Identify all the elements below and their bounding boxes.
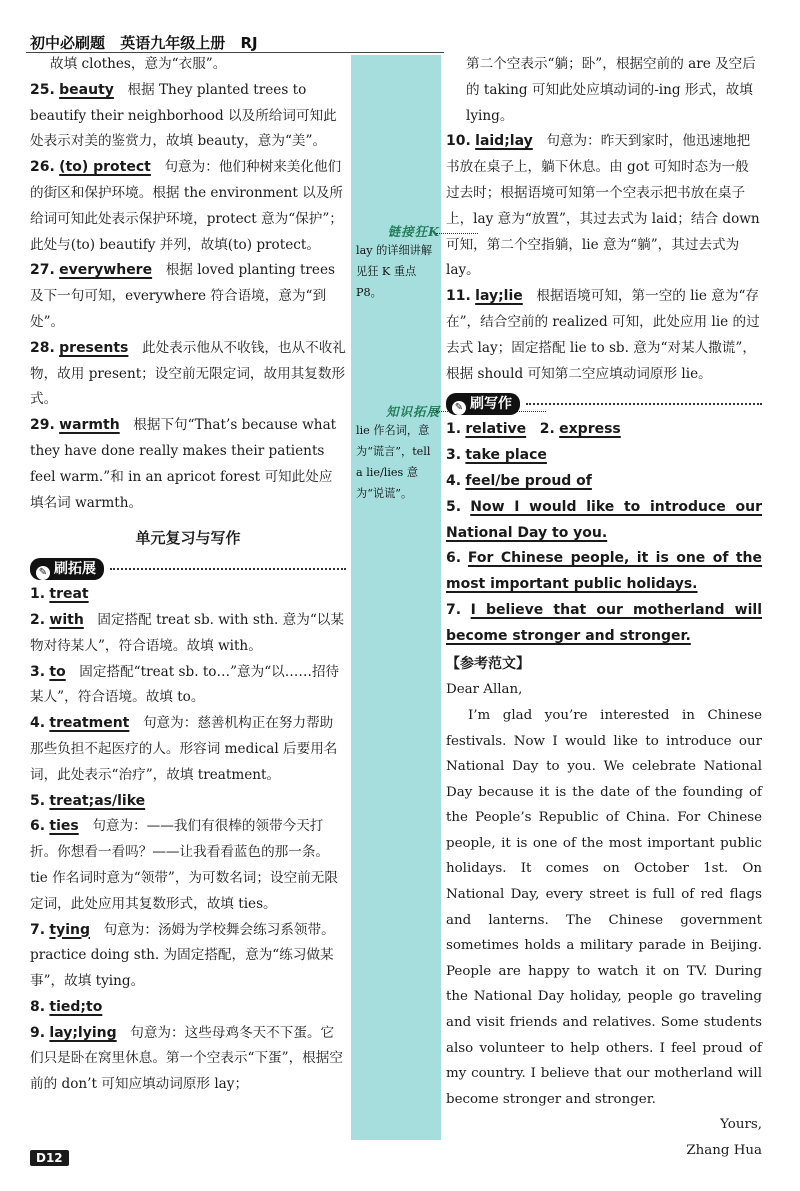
answer-item: [30, 78, 346, 155]
answer-key: with: [49, 611, 84, 628]
left-lead: 故填 clothes，意为“衣服”。: [50, 56, 227, 72]
writing-item: [446, 598, 762, 650]
answer-key: warmth: [59, 417, 120, 434]
explanation: 根据 loved planting trees 及下一句可知，everywhere 符合语境，意为“到处”。: [30, 262, 335, 330]
writing-item: [446, 546, 762, 598]
answer-key: tying: [49, 921, 90, 938]
answer-key: laid;lay: [475, 133, 533, 150]
writing-answer: I believe that our motherland will become stronger and stronger.: [446, 601, 762, 644]
answer-key: treat: [49, 586, 89, 603]
answer-key: (to) protect: [59, 159, 151, 176]
answer-item: [30, 711, 346, 788]
closing: Yours,: [720, 1117, 762, 1133]
link-note: [356, 222, 440, 303]
answer-item: [446, 129, 762, 284]
answer-item: [30, 789, 346, 815]
writing-answer: feel/be proud of: [465, 472, 592, 489]
knowledge-note-title: 知识拓展: [385, 404, 440, 419]
item-number: 6.: [30, 818, 46, 835]
heading-dots: [526, 403, 762, 405]
pen-icon: ✎: [36, 566, 50, 580]
writing-answer: express: [559, 421, 621, 438]
explanation: 固定搭配“treat sb. to…”意为“以……招待某人”，符合语境。故填 to。: [30, 663, 340, 706]
explanation: 句意为：汤姆为学校舞会练习系领带。practice doing sth. 为固定搭配，意为“练习做某事”，故填 tying。: [30, 921, 335, 990]
unit-title: 单元复习与写作: [135, 529, 241, 548]
writing-answer: take place: [465, 447, 547, 464]
item-number: 3.: [30, 663, 46, 680]
item-number: 9.: [30, 1024, 46, 1041]
item-number: 7.: [446, 601, 462, 618]
extension-list: [30, 582, 346, 1098]
answer-key: lay;lying: [49, 1024, 117, 1041]
item-number: 1.: [446, 421, 462, 438]
writing-pill-label: 刷写作: [470, 396, 512, 413]
writing-item: [446, 495, 762, 547]
explanation: 句意为：昨天到家时，他迅速地把书放在桌子上，躺下休息。由 got 可知时态为一般过去时；根据语境可知第一个空表示把书放在桌子上，lay 意为“放置”，其过去式为 laid；结合 down 可知，第二个空指躺，lie 意为“躺”，其过去式为 lay。: [446, 133, 760, 279]
writing-item: [446, 417, 762, 443]
extension-pill: [30, 558, 104, 580]
answer-item: [30, 608, 346, 660]
explanation: 根据 They planted trees to beautify their neighborhood 以及所给词可知此处表示对美的鉴赏力，故填 beauty，意为“美”。: [30, 81, 337, 150]
right-lead: 第二个空表示“躺；卧”，根据空前的 are 及空后的 taking 可知此处应填动词的-ing 形式，故填 lying。: [466, 56, 756, 124]
answer-item: [30, 814, 346, 917]
writing-answer: Now I would like to introduce our National Day to you.: [446, 498, 762, 541]
item-number: 8.: [30, 998, 46, 1015]
item-number: 5.: [30, 792, 46, 809]
explanation: 句意为：慈善机构正在努力帮助那些负担不起医疗的人。形容词 medical 后要用名词，此处表示“治疗”，故填 treatment。: [30, 715, 338, 783]
pen-icon: ✎: [452, 401, 466, 415]
writing-answer: relative: [465, 421, 527, 438]
item-number: 25.: [30, 81, 55, 98]
answer-item: [30, 1021, 346, 1098]
item-number: 27.: [30, 262, 55, 279]
knowledge-note-text: lie 作名词，意为“谎言”，tell a lie/lies 意为“说谎”。: [356, 424, 431, 500]
left-column: [30, 52, 346, 1098]
explanation: 根据语境可知，第一空的 lie 意为“存在”，结合空前的 realized 可知，此处应用 lie 的过去式 lay；固定搭配 lie to sb. 意为“对某人撒谎”，根据 should 可知第二空应填动词原形 lie。: [446, 288, 760, 382]
answer-item: [30, 582, 346, 608]
answer-item: [30, 258, 346, 335]
answer-item: [446, 284, 762, 387]
link-note-text: lay 的详细讲解见狂 K 重点 P8。: [356, 244, 433, 299]
item-number: 3.: [446, 447, 462, 464]
answer-key: lay;lie: [475, 288, 523, 305]
sidebar-strip: [351, 55, 441, 1140]
salutation: Dear Allan,: [446, 682, 523, 698]
explanation: 句意为：这些母鸡冬天不下蛋。它们只是卧在窝里休息。第一个空表示“下蛋”，根据空前的 don’t 可知应填动词原形 lay；: [30, 1024, 343, 1093]
writing-pill: [446, 393, 520, 415]
item-number: 4.: [446, 472, 462, 489]
answer-key: tied;to: [49, 998, 103, 1015]
answer-item: [30, 413, 346, 516]
page-number: D12: [30, 1150, 69, 1166]
book-title: 英语九年级上册: [120, 34, 226, 52]
answer-item: [30, 995, 346, 1021]
letter-body: I’m glad you’re interested in Chinese festivals. Now I would like to introduce our National Day to you. We celebrate National Day because it is the date of the founding of the People’s Republic of China. For Chinese people, it is one of the most important public holidays. It comes on October 1st. On National Day, every street is full of red flags and lanterns. The Chinese government sometimes holds a military parade in Beijing. People are happy to watch it on TV. During the National Day holiday, people go traveling and visit friends and relatives. Some students also volunteer to help others. I feel proud of my country. I believe that our motherland will become stronger and stronger.: [446, 707, 762, 1107]
answer-item: [30, 918, 346, 995]
writing-answer: For Chinese people, it is one of the most important public holidays.: [446, 550, 762, 593]
answer-item: [30, 660, 346, 712]
writing-heading: [446, 393, 762, 415]
edition-label: RJ: [240, 34, 258, 52]
item-number: 2.: [539, 421, 555, 438]
answer-key: treat;as/like: [49, 792, 146, 809]
answer-key: treatment: [49, 715, 130, 732]
link-note-title: 链接狂K: [387, 224, 440, 239]
explanation: 句意为：他们种树来美化他们的街区和保护环境。根据 the environment 以及所给词可知此处表示保护环境，protect 意为“保护”；此处与(to) beautify 并列，故填(to) protect。: [30, 159, 343, 253]
answer-list: [446, 129, 762, 387]
item-number: 6.: [446, 550, 462, 567]
item-number: 11.: [446, 288, 471, 305]
explanation: 固定搭配 treat sb. with sth. 意为“以某物对待某人”，符合语境。故填 with。: [30, 611, 344, 654]
item-number: 5.: [446, 498, 462, 515]
item-number: 28.: [30, 339, 55, 356]
knowledge-note: [356, 402, 440, 504]
item-number: 26.: [30, 159, 55, 176]
answer-key: everywhere: [59, 262, 153, 279]
writing-item: [446, 469, 762, 495]
writing-item: [446, 443, 762, 469]
answer-item: [30, 155, 346, 258]
signature: Zhang Hua: [686, 1143, 762, 1159]
item-number: 1.: [30, 586, 46, 603]
heading-dots: [110, 568, 346, 570]
answer-key: ties: [49, 818, 79, 835]
explanation: 句意为：——我们有很棒的领带今天打折。你想看一看吗？——让我看看蓝色的那一条。tie 作名词时意为“领带”，为可数名词；设空前无限定词，此处应用其复数形式，故填 ties。: [30, 818, 338, 912]
series-title: 初中必刷题: [30, 34, 106, 52]
sample-letter: [446, 677, 762, 1163]
item-number: 2.: [30, 611, 46, 628]
right-column: [446, 52, 762, 1164]
explanation: 根据下句“That’s because what they have done really makes their patients feel warm.”和 in an apricot forest 可知此处应填名词 warmth。: [30, 417, 337, 511]
item-number: 10.: [446, 133, 471, 150]
answer-key: to: [49, 663, 66, 680]
item-number: 29.: [30, 417, 55, 434]
item-number: 7.: [30, 921, 46, 938]
item-number: 4.: [30, 715, 46, 732]
writing-list: [446, 417, 762, 649]
sample-title: 【参考范文】: [446, 655, 530, 672]
extension-pill-label: 刷拓展: [54, 561, 96, 578]
extension-heading: [30, 558, 346, 580]
answer-key: beauty: [59, 81, 114, 98]
answer-item: [30, 336, 346, 413]
explanation: 此处表示他从不收钱，也从不收礼物，故用 present；设空前无限定词，故用其复数形式。: [30, 339, 346, 408]
page-header: [30, 32, 268, 53]
answer-key: presents: [59, 339, 129, 356]
answer-list: [30, 78, 346, 517]
